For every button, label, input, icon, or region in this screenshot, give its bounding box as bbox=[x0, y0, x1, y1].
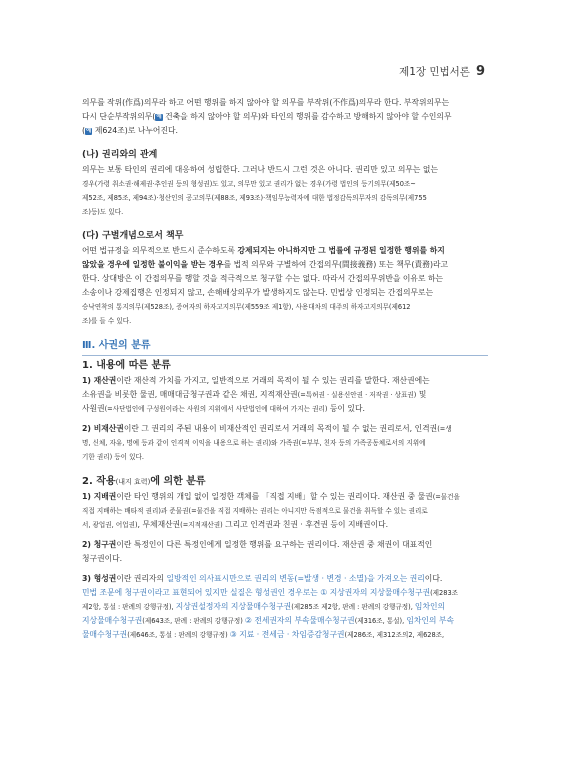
dominion-right-item bbox=[82, 490, 488, 532]
text-line: 2) 청구권이란 특정인이 다른 특정인에게 일정한 행위를 요구하는 권리이다. 재산권 중 채권이 대표적인 bbox=[82, 540, 433, 549]
chapter-title: 제1장 민법서론 bbox=[399, 66, 470, 78]
text-line: 사원권(=사단법인에 구성원이라는 사원의 지위에서 사단법인에 대하여 가지는 권리) 등이 있다. bbox=[82, 404, 365, 413]
text-line: 1) 재산권이란 재산적 가치를 가지고, 일반적으로 거래의 목적이 될 수 있는 권리를 말한다. 재산권에는 bbox=[82, 376, 430, 385]
text-line: 승낙연착의 통지의무(제528조), 증여자의 하자고지의무(제559조 제1항), 사용대차의 대주의 하자고지의무(제612 bbox=[82, 303, 411, 311]
claim-right-item bbox=[82, 538, 488, 566]
subsection-heading-da: (다) 구별개념으로서 책무 bbox=[82, 231, 184, 241]
text-line: 기한 권리) 등이 있다. bbox=[82, 453, 144, 461]
term: 2) 비재산권 bbox=[82, 424, 124, 433]
text-line: (예 제624조)로 나누어진다. bbox=[82, 126, 178, 135]
text-line: 않았을 경우에 일정한 불이익을 받는 경우를 법적 의무와 구별하여 간접의무(間接義務) 또는 책무(責務)라고 bbox=[82, 260, 449, 269]
text-line: 민법 조문에 청구권이라고 표현되어 있지만 실질은 형성권인 경우로는 ① 지상권자의 지상물매수청구권(제283조 bbox=[82, 588, 459, 597]
term: 1) 재산권 bbox=[82, 376, 117, 385]
text-line: 지상물매수청구권(제643조, 판례 : 판례의 강행규정) ② 전세권자의 부속물매수청구권(제316조, 통설), 임차인의 부속 bbox=[82, 616, 454, 625]
text-line: 제2항, 통설 : 판례의 강행규정), 지상권설정자의 지상물매수청구권(제285조 제2항, 판례 : 판례의 강행규정), 임차인의 bbox=[82, 602, 446, 611]
text-line: 제52조, 제85조, 제94조)·청산인의 공고의무(제88조, 제93조)·책임무능력자에 대한 법정감독의무자의 감독의무(제755 bbox=[82, 194, 427, 202]
text-line: 직접 지배하는 배타적 권리)과 준물권(=물건을 직접 지배하는 권리는 아니지만 독점적으로 물건을 취득할 수 있는 권리로 bbox=[82, 507, 428, 515]
heading-effect-classification: 2. 작용(내지 효력)에 의한 분류 bbox=[82, 476, 206, 487]
text-line: 서, 광업권, 어업권), 무체재산권(=지적재산권) 그리고 인격권과 친권 · 후견권 등이 지배권이다. bbox=[82, 520, 389, 529]
text-line: 의무는 보통 타인의 권리에 대응하여 성립한다. 그러나 반드시 그런 것은 아니다. 권리만 있고 의무는 없는 bbox=[82, 165, 438, 174]
term: 3) 형성권 bbox=[82, 574, 117, 583]
text-line: 한다. 상대방은 이 간접의무를 행할 것을 적극적으로 청구할 수는 없다. 따라서 간접의무위반을 이유로 하는 bbox=[82, 274, 444, 283]
page-body bbox=[82, 96, 488, 642]
text-line: 소유권을 비롯한 물권, 매매대금청구권과 같은 채권, 지적재산권(=특허권 · 실용신안권 · 저작권 · 상표권) 및 bbox=[82, 390, 427, 399]
text-line: 조)를 들 수 있다. bbox=[82, 317, 132, 325]
na-paragraph bbox=[82, 163, 488, 219]
term: 1) 지배권 bbox=[82, 492, 117, 501]
text-line: 경우(가령 취소권·해제권·추인권 등의 형성권)도 있고, 의무만 있고 권리가 없는 경우(가령 법인의 등기의무(제50조~ bbox=[82, 180, 416, 188]
non-property-right-item bbox=[82, 422, 488, 464]
term: 2) 청구권 bbox=[82, 540, 117, 549]
text-line: 다시 단순부작위의무(예 건축을 하지 않아야 할 의무)와 타인의 행위를 감수하고 방해하지 않아야 할 수인의무 bbox=[82, 112, 452, 121]
text-line: 2) 비재산권이란 그 권리의 주된 내용이 비재산적인 권리로서 거래의 목적이 될 수 없는 권리로서, 인격권(=생 bbox=[82, 424, 452, 433]
example-badge: 예 bbox=[156, 114, 162, 120]
text-line: 청구권이다. bbox=[82, 554, 123, 563]
text-line: 명, 신체, 자유, 명예 등과 같이 인격적 이익을 내용으로 하는 권리)와 가족권(=부부, 친자 등의 가족공동체로서의 지위에 bbox=[82, 439, 426, 447]
text-line: 어떤 법규정을 의무적으로 반드시 준수하도록 강제되지는 아니하지만 그 법률에 규정된 일정한 행위를 하지 bbox=[82, 246, 445, 255]
subsection-heading-na: (나) 권리와의 관계 bbox=[82, 150, 158, 160]
heading-content-classification: 1. 내용에 따른 분류 bbox=[82, 360, 171, 371]
text-line: 3) 형성권이란 권리자의 일방적인 의사표시만으로 권리의 변동(=발생 · 변경 · 소멸)을 가져오는 권리이다. bbox=[82, 574, 443, 583]
formative-right-item bbox=[82, 572, 488, 642]
section-heading-classification: Ⅲ. 사권의 분류 bbox=[82, 338, 488, 356]
text-line: 물매수청구권(제646조, 통설 : 판례의 강행규정) ③ 지료 · 전세금 · 차임증감청구권(제286조, 제312조의2, 제628조, bbox=[82, 630, 445, 639]
text-line: 의무를 작위(作爲)의무라 하고 어떤 행위를 하지 않아야 할 의무를 부작위(不作爲)의무라 한다. 부작위의무는 bbox=[82, 98, 450, 107]
page-header bbox=[399, 64, 485, 79]
example-badge: 예 bbox=[86, 128, 92, 134]
da-paragraph bbox=[82, 244, 488, 328]
property-right-item bbox=[82, 374, 488, 416]
intro-paragraph bbox=[82, 96, 488, 138]
page-number: 9 bbox=[475, 64, 485, 79]
text-line: 1) 지배권이란 타인 행위의 개입 없이 일정한 객체를 「직접 지배」할 수 있는 권리이다. 재산권 중 물권(=물건을 bbox=[82, 492, 460, 501]
text-line: 조)등)도 있다. bbox=[82, 208, 124, 216]
text-line: 소송이나 강제집행은 인정되지 않고, 손해배상의무가 발생하지도 않는다. 민법상 인정되는 간접의무로는 bbox=[82, 288, 434, 297]
